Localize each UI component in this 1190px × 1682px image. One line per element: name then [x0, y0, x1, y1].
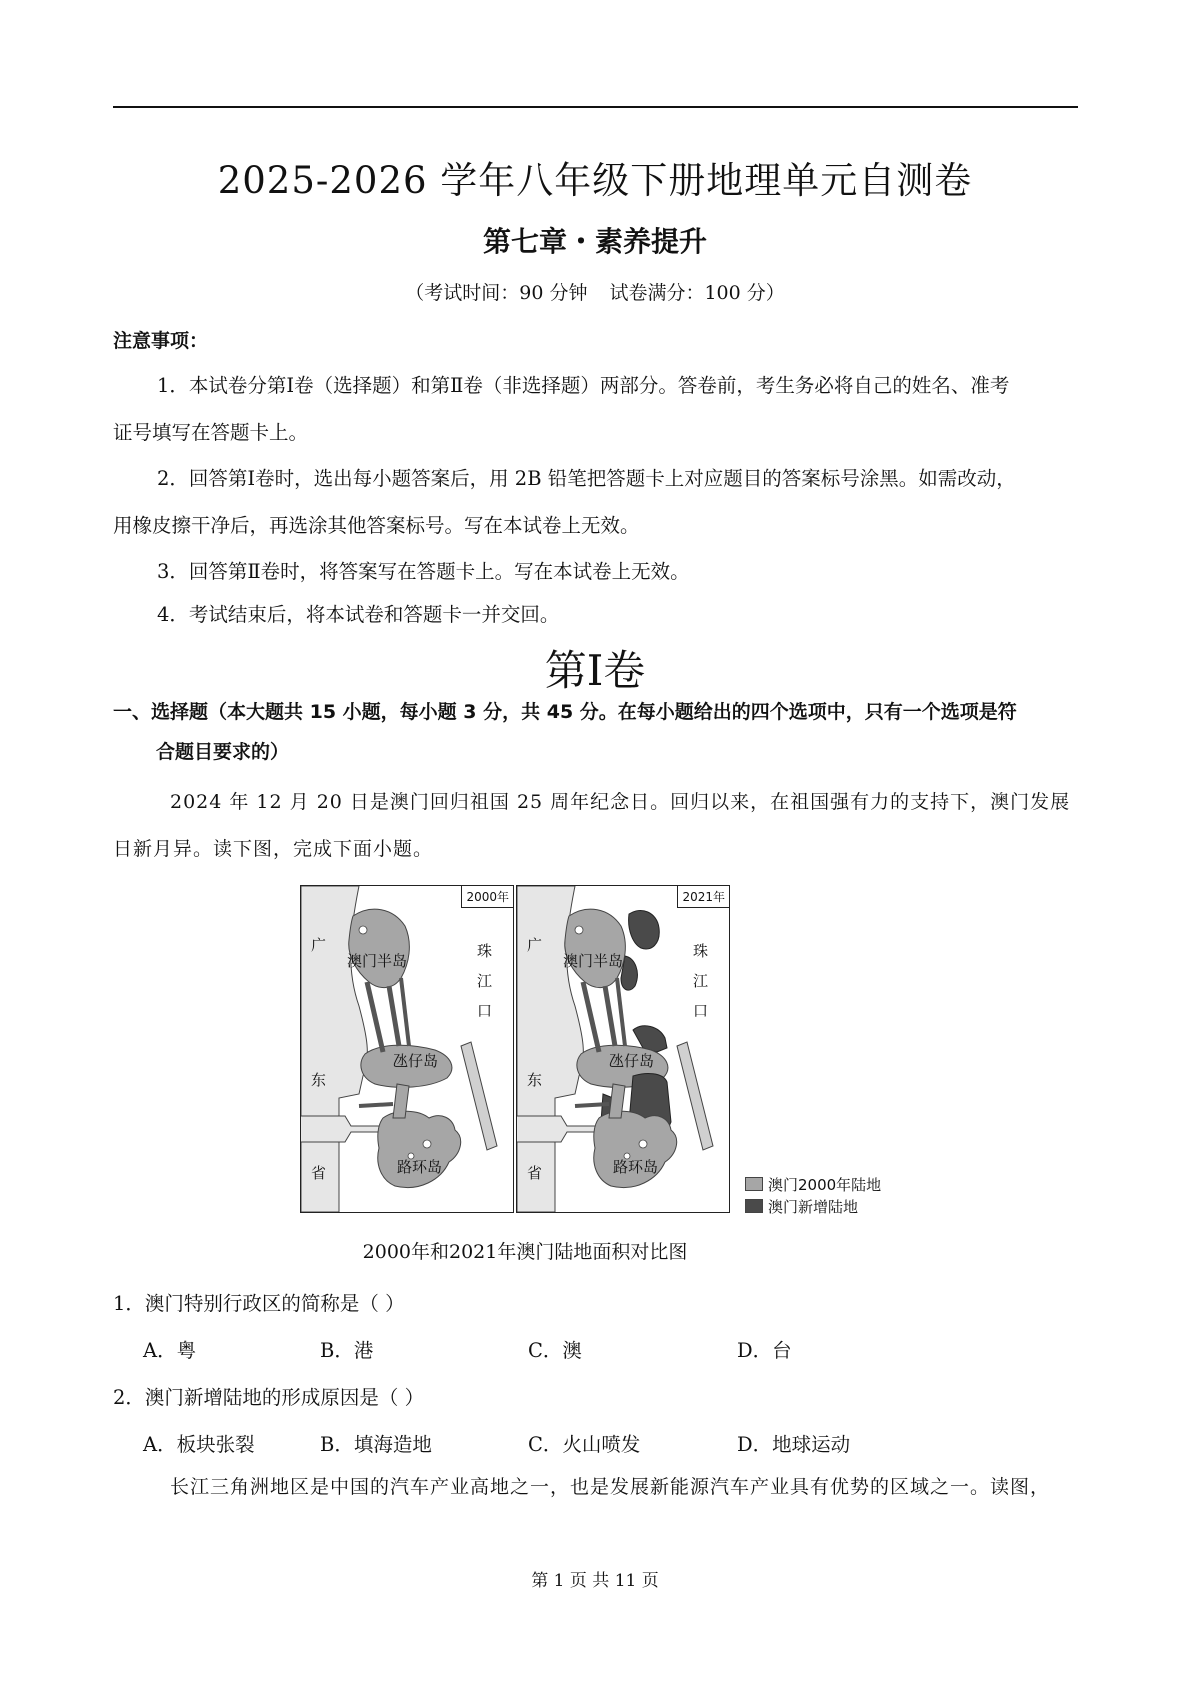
airport-runway [461, 1042, 497, 1150]
notice-item-1-line-1: 1．本试卷分第Ⅰ卷（选择题）和第Ⅱ卷（非选择题）两部分。答卷前，考生务必将自己的姓名、准考 [157, 374, 1010, 397]
q1-option-a[interactable]: A．粤 [143, 1339, 197, 1362]
macau-map-figure [300, 885, 900, 1215]
map-panel-2000 [300, 885, 514, 1213]
hengqin-bridge [359, 1104, 393, 1106]
label-jiang: 江 [693, 972, 709, 990]
exam-subtitle: 第七章・素养提升 [482, 225, 707, 258]
notice-item-2-line-2: 用橡皮擦干净后，再选涂其他答案标号。写在本试卷上无效。 [113, 514, 640, 537]
airport-runway [677, 1042, 713, 1150]
bridge-3 [401, 978, 409, 1046]
passage-yangtze-line-1: 长江三角洲地区是中国的汽车产业高地之一，也是发展新能源汽车产业具有优势的区域之一。读图， [170, 1476, 1051, 1498]
passage-macau-line-2: 日新月异。读下图，完成下面小题。 [113, 838, 434, 860]
exam-time: （考试时间：90 分钟 [405, 282, 588, 304]
new-land-zone-a [629, 910, 660, 949]
label-zhu: 珠 [693, 942, 709, 960]
legend-label-land-2000: 澳门2000年陆地 [768, 1175, 882, 1194]
q1-option-b[interactable]: B．港 [320, 1339, 374, 1362]
exam-info [0, 278, 1190, 305]
label-jiang: 江 [477, 972, 493, 990]
q2-option-c[interactable]: C．火山喷发 [528, 1433, 641, 1456]
passage-yangtze [113, 1464, 1078, 1511]
map-caption: 2000年和2021年澳门陆地面积对比图 [362, 1241, 688, 1263]
label-sheng: 省 [311, 1164, 327, 1182]
notice-item-1 [113, 362, 1078, 456]
legend-row-new-land [745, 1195, 881, 1217]
notice-item-3 [113, 548, 1078, 595]
label-guang: 广 [527, 936, 543, 954]
label-taipa: 氹仔岛 [393, 1052, 439, 1070]
section-heading-line-2: 合题目要求的） [156, 741, 290, 763]
q1-option-c[interactable]: C．澳 [528, 1339, 582, 1362]
map-legend [745, 1173, 881, 1217]
question-1-stem: 1．澳门特别行政区的简称是（ ） [113, 1292, 405, 1315]
mainland-south-strip [301, 1116, 389, 1142]
label-zhu: 珠 [477, 942, 493, 960]
question-2-stem: 2．澳门新增陆地的形成原因是（ ） [113, 1386, 425, 1409]
notice-item-2-line-1: 2．回答第Ⅰ卷时，选出每小题答案后，用 2B 铅笔把答题卡上对应题目的答案标号涂黑。如需改动， [157, 467, 1016, 490]
notice-item-3-text: 3．回答第Ⅱ卷时，将答案写在答题卡上。写在本试卷上无效。 [157, 560, 690, 583]
notice-item-2 [113, 455, 1078, 549]
notice-item-1-line-2: 证号填写在答题卡上。 [113, 421, 309, 444]
passage-macau [113, 779, 1078, 873]
hengqin-bridge [575, 1104, 609, 1106]
notice-item-4 [113, 591, 1078, 638]
bridge-1 [367, 982, 383, 1052]
notice-item-4-text: 4．考试结束后，将本试卷和答题卡一并交回。 [157, 603, 560, 626]
label-sheng: 省 [527, 1164, 543, 1182]
page-footer: 第 1 页 共 11 页 [531, 1571, 659, 1591]
legend-row-land-2000 [745, 1173, 881, 1195]
label-peninsula: 澳门半岛 [347, 952, 408, 970]
peninsula-2000 [349, 909, 410, 987]
label-coloane: 路环岛 [613, 1158, 659, 1176]
bridge-2 [605, 986, 615, 1046]
q2-option-d[interactable]: D．地球运动 [737, 1433, 851, 1456]
legend-label-new-land: 澳门新增陆地 [768, 1197, 859, 1216]
part-one-title: 第Ⅰ卷 [544, 646, 646, 695]
label-dong: 东 [527, 1071, 543, 1089]
q2-option-b[interactable]: B．填海造地 [320, 1433, 432, 1456]
label-dong: 东 [311, 1071, 327, 1089]
mainland-south-strip [517, 1116, 605, 1142]
notice-heading: 注意事项： [113, 330, 209, 352]
label-kou: 口 [477, 1002, 493, 1020]
section-heading [113, 692, 1078, 772]
passage-macau-line-1: 2024 年 12 月 20 日是澳门回归祖国 25 周年纪念日。回归以来，在祖国强有力的支持下，澳门发展 [170, 791, 1071, 813]
map-year-2000: 2000年 [461, 886, 513, 908]
label-kou: 口 [693, 1002, 709, 1020]
top-rule [113, 106, 1078, 108]
label-coloane: 路环岛 [397, 1158, 443, 1176]
peninsula-2021 [565, 909, 626, 987]
exam-score: 试卷满分：100 分） [609, 282, 785, 304]
label-peninsula: 澳门半岛 [563, 952, 624, 970]
map-year-2021: 2021年 [677, 886, 729, 908]
label-taipa: 氹仔岛 [609, 1052, 655, 1070]
map-panel-2021 [516, 885, 730, 1213]
exam-title: 2025-2026 学年八年级下册地理单元自测卷 [217, 159, 973, 202]
bridge-2 [389, 986, 399, 1046]
q1-option-d[interactable]: D．台 [737, 1339, 792, 1362]
section-heading-line-1: 一、选择题（本大题共 15 小题，每小题 3 分，共 45 分。在每小题给出的四个选项中，只有一个选项是符 [113, 701, 1017, 723]
label-guang: 广 [311, 936, 327, 954]
q2-option-a[interactable]: A．板块张裂 [143, 1433, 255, 1456]
legend-swatch-land-2000 [745, 1177, 763, 1191]
bridge-1 [583, 982, 599, 1052]
legend-swatch-new-land [745, 1199, 763, 1213]
